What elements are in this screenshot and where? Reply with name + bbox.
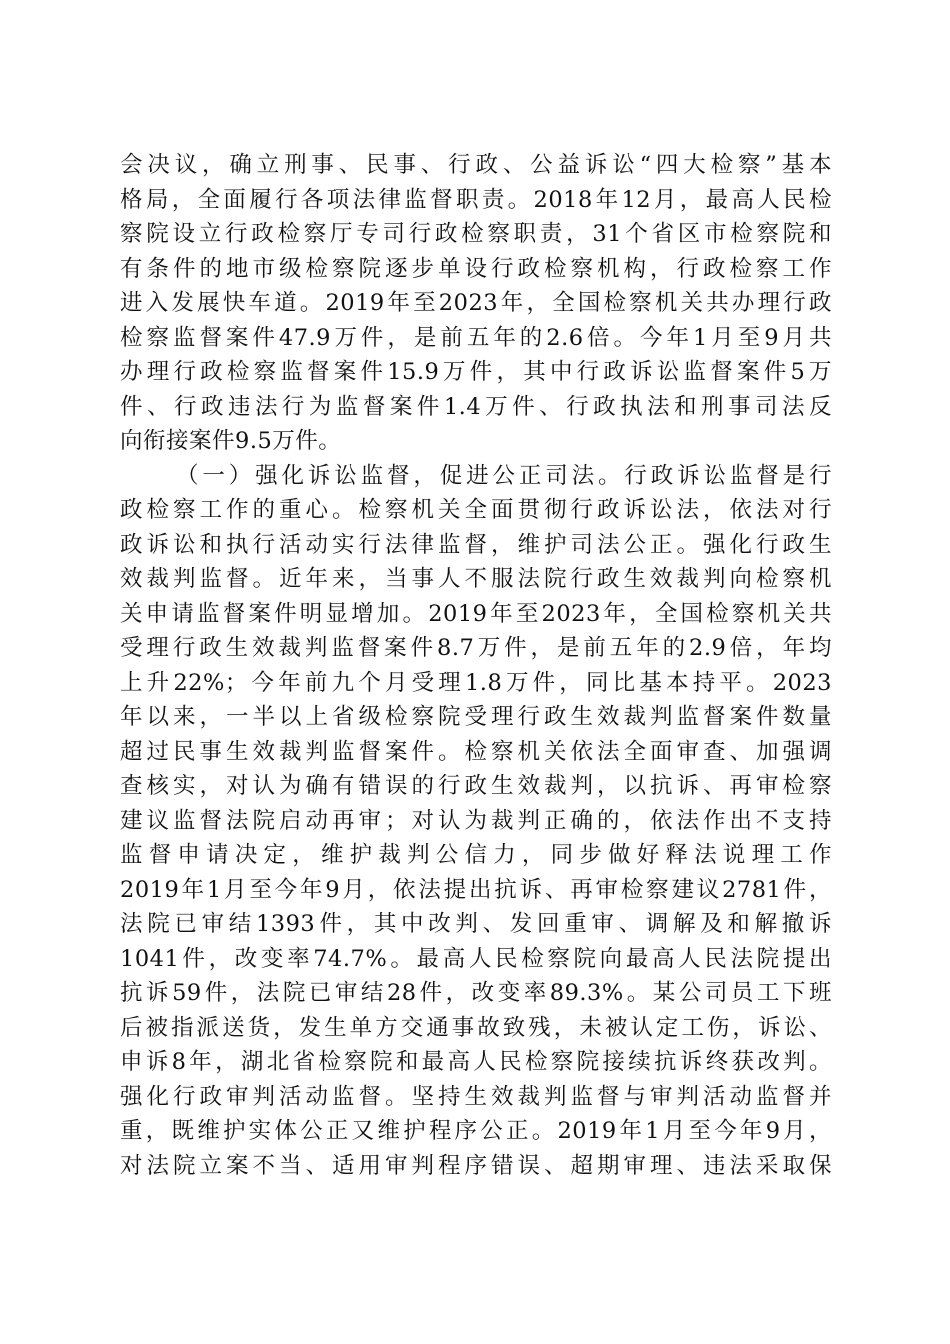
text-line: 件、行政违法行为监督案件1.4万件、行政执法和刑事司法反 — [120, 393, 832, 420]
text-line: 政诉讼和执行活动实行法律监督，维护司法公正。强化行政生 — [120, 531, 832, 558]
text-line: 关申请监督案件明显增加。2019年至2023年，全国检察机关共 — [120, 600, 832, 627]
text-line: 2019年1月至今年9月，依法提出抗诉、再审检察建议2781件， — [120, 876, 832, 903]
paragraph-2 — [120, 459, 832, 1184]
text-line: 申诉8年，湖北省检察院和最高人民检察院接续抗诉终获改判。 — [120, 1049, 832, 1075]
text-line: 效裁判监督。近年来，当事人不服法院行政生效裁判向检察机 — [120, 566, 832, 592]
text-line: 政检察工作的重心。检察机关全面贯彻行政诉讼法，依法对行 — [120, 497, 832, 523]
text-line: 检察监督案件47.9万件，是前五年的2.6倍。今年1月至9月共 — [120, 324, 832, 351]
text-line: 超过民事生效裁判监督案件。检察机关依法全面审查、加强调 — [120, 738, 832, 765]
text-line: 对法院立案不当、适用审判程序错误、超期审理、违法采取保 — [120, 1152, 832, 1179]
text-line: 格局，全面履行各项法律监督职责。2018年12月，最高人民检 — [120, 186, 832, 213]
text-line: 后被指派送货，发生单方交通事故致残，未被认定工伤，诉讼、 — [120, 1014, 832, 1041]
text-line: 向衔接案件9.5万件。 — [120, 428, 342, 454]
text-line: 进入发展快车道。2019年至2023年，全国检察机关共办理行政 — [120, 290, 832, 316]
text-line: 1041件，改变率74.7%。最高人民检察院向最高人民法院提出 — [120, 945, 832, 972]
text-line: 办理行政检察监督案件15.9万件，其中行政诉讼监督案件5万 — [120, 359, 832, 385]
text-line: （一）强化诉讼监督，促进公正司法。行政诉讼监督是行 — [176, 462, 832, 489]
text-line: 年以来，一半以上省级检察院受理行政生效裁判监督案件数量 — [120, 704, 832, 730]
text-line: 监督申请决定，维护裁判公信力，同步做好释法说理工作 — [120, 842, 832, 868]
text-line: 法院已审结1393件，其中改判、发回重审、调解及和解撤诉 — [120, 911, 832, 937]
text-line: 上升22%；今年前九个月受理1.8万件，同比基本持平。2023 — [120, 669, 832, 696]
text-line: 抗诉59件，法院已审结28件，改变率89.3%。某公司员工下班 — [120, 980, 832, 1006]
text-line: 察院设立行政检察厅专司行政检察职责，31个省区市检察院和 — [120, 221, 832, 247]
document-page — [120, 148, 832, 1183]
paragraph-1 — [120, 148, 832, 459]
text-line: 有条件的地市级检察院逐步单设行政检察机构，行政检察工作 — [120, 255, 832, 282]
text-line: 会决议，确立刑事、民事、行政、公益诉讼“四大检察”基本 — [120, 152, 832, 178]
text-line: 重，既维护实体公正又维护程序公正。2019年1月至今年9月， — [120, 1118, 832, 1144]
text-line: 受理行政生效裁判监督案件8.7万件，是前五年的2.9倍，年均 — [120, 635, 832, 661]
text-line: 查核实，对认为确有错误的行政生效裁判，以抗诉、再审检察 — [120, 773, 832, 799]
text-line: 强化行政审判活动监督。坚持生效裁判监督与审判活动监督并 — [120, 1083, 832, 1110]
text-line: 建议监督法院启动再审；对认为裁判正确的，依法作出不支持 — [120, 807, 832, 834]
